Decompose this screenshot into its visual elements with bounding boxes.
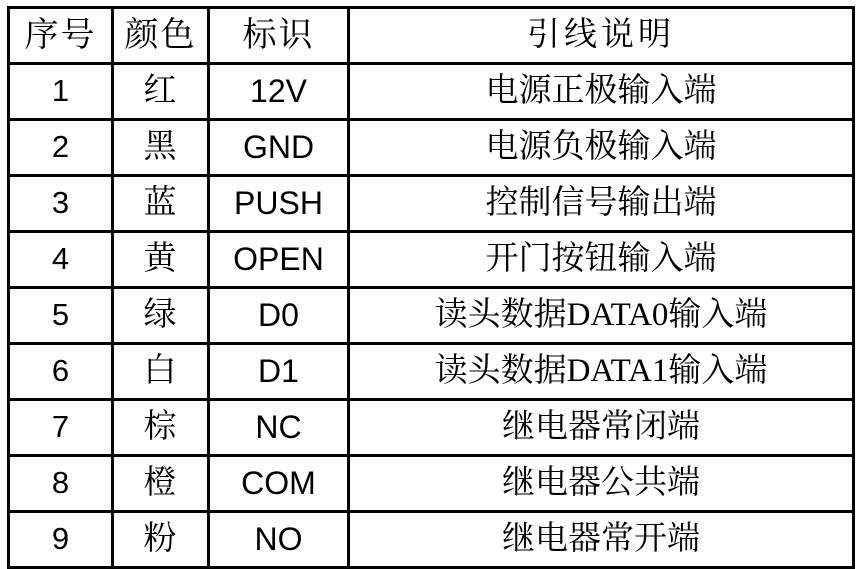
cell-index: 8	[9, 456, 113, 512]
cell-description: 开门按钮输入端	[349, 232, 854, 288]
cell-index: 2	[9, 120, 113, 176]
cell-index: 7	[9, 400, 113, 456]
cell-mark: D1	[209, 344, 349, 400]
table-row	[9, 456, 854, 512]
cell-index: 6	[9, 344, 113, 400]
cell-color: 黑	[113, 120, 209, 176]
cell-color: 绿	[113, 288, 209, 344]
table-row	[9, 512, 854, 568]
table-row	[9, 64, 854, 120]
table-row	[9, 120, 854, 176]
cell-color: 红	[113, 64, 209, 120]
cell-mark: NO	[209, 512, 349, 568]
cell-color: 粉	[113, 512, 209, 568]
cell-description: 继电器常开端	[349, 512, 854, 568]
cell-description: 读头数据DATA1输入端	[349, 344, 854, 400]
cell-index: 9	[9, 512, 113, 568]
cell-mark: 12V	[209, 64, 349, 120]
column-header-description: 引线说明	[349, 8, 854, 64]
document-page	[0, 6, 859, 558]
cell-color: 白	[113, 344, 209, 400]
column-header-index: 序号	[9, 8, 113, 64]
cell-index: 3	[9, 176, 113, 232]
cell-color: 黄	[113, 232, 209, 288]
cell-mark: D0	[209, 288, 349, 344]
cell-index: 5	[9, 288, 113, 344]
cell-index: 4	[9, 232, 113, 288]
cell-description: 电源正极输入端	[349, 64, 854, 120]
cell-description: 控制信号输出端	[349, 176, 854, 232]
wiring-table	[7, 6, 855, 569]
cell-color: 棕	[113, 400, 209, 456]
table-row	[9, 232, 854, 288]
column-header-mark: 标识	[209, 8, 349, 64]
cell-color: 蓝	[113, 176, 209, 232]
table-row	[9, 288, 854, 344]
column-header-color: 颜色	[113, 8, 209, 64]
cell-mark: PUSH	[209, 176, 349, 232]
cell-description: 读头数据DATA0输入端	[349, 288, 854, 344]
table-row	[9, 344, 854, 400]
cell-index: 1	[9, 64, 113, 120]
cell-description: 继电器常闭端	[349, 400, 854, 456]
cell-description: 继电器公共端	[349, 456, 854, 512]
cell-color: 橙	[113, 456, 209, 512]
cell-mark: COM	[209, 456, 349, 512]
table-header-row	[9, 8, 854, 64]
table-row	[9, 400, 854, 456]
cell-mark: GND	[209, 120, 349, 176]
cell-mark: OPEN	[209, 232, 349, 288]
cell-description: 电源负极输入端	[349, 120, 854, 176]
cell-mark: NC	[209, 400, 349, 456]
table-row	[9, 176, 854, 232]
